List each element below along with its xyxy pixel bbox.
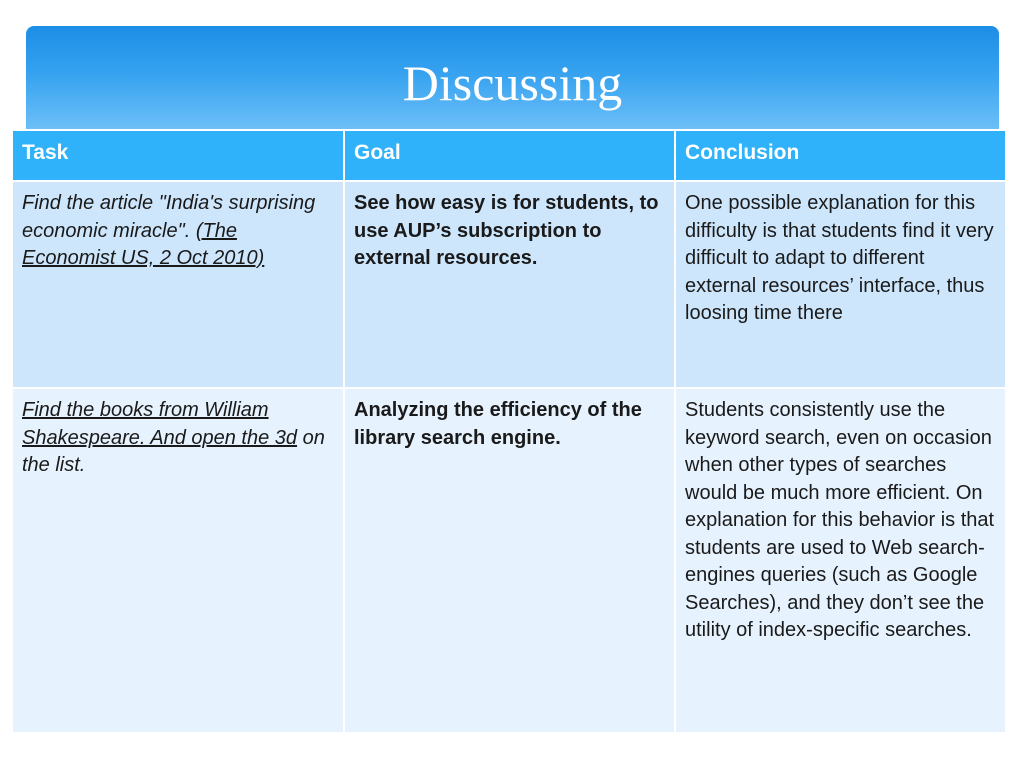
header-conclusion [675,130,1006,181]
task-text: Find the article "India's surprising economic miracle". [22,192,316,242]
title-banner [26,26,999,131]
task-description [13,389,343,480]
task-cell [12,181,344,388]
conclusion-text: One possible explanation for this difficulty is that students find it very difficult to adapt to different external resources’ interface, thus loosing time there [685,192,994,324]
header-task-label: Task [22,141,69,164]
task-link: Find the books from William Shakespeare. And open the 3d [22,399,298,449]
conclusion-cell [675,181,1006,388]
goal-cell [344,181,675,388]
goal-text: See how easy is for students, to use AUP’s subscription to external resources. [354,192,659,269]
header-task [12,130,344,181]
conclusion-cell [675,388,1006,733]
header-goal [344,130,675,181]
task-description [13,182,343,273]
task-cell [12,388,344,733]
goal-text: Analyzing the efficiency of the library search engine. [354,399,642,449]
table-row [12,388,1006,733]
task-text: on the list. [22,426,325,476]
slide-title: Discussing [402,55,623,111]
discussion-table [11,129,1007,734]
header-goal-label: Goal [354,141,401,164]
header-conclusion-label: Conclusion [685,141,800,164]
goal-cell [344,388,675,733]
header-row [12,130,1006,181]
conclusion-text: Students consistently use the keyword search, even on occasion when other types of searches would be much more efficient. On explanation for this behavior is that students are used to Web search-engines queries (such as Google Searches), and they don’t see the utility of index-specific searches. [685,399,995,641]
task-source: (The Economist US, 2 Oct 2010) [22,219,265,269]
table-row [12,181,1006,388]
